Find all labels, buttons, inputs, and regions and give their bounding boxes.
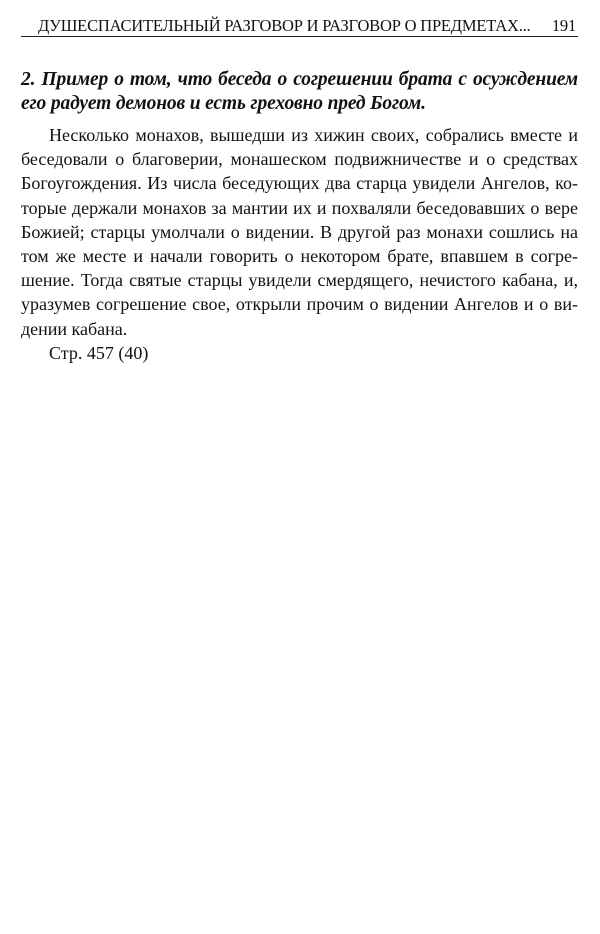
heading-line: его радует демонов и есть греховно пред Богом. [21,93,426,114]
paragraph-line: шение. Тогда святые старцы увидели смердящего, нечистого кабана, и, [21,270,578,291]
paragraph-line: том же месте и начали говорить о некотором брате, впавшем в согре- [21,246,578,267]
running-head [21,14,578,37]
page-number: 191 [551,16,576,35]
running-head-title: ДУШЕСПАСИТЕЛЬНЫЙ РАЗГОВОР И РАЗГОВОР О ПРЕДМЕТАХ... [38,16,531,35]
section-heading [21,68,578,116]
paragraph [21,123,578,341]
paragraph-line: торые держали монахов за мантии их и похваляли беседовавших о вере [21,197,578,218]
paragraph-line: дении кабана. [21,318,128,339]
paragraph-line: беседовали о благоверии, монашеском подвижничестве и о средствах [21,149,578,170]
page-reference: Стр. 457 (40) [49,342,149,363]
reference [21,341,578,365]
heading-line: 2. Пример о том, что беседа о согрешении брата с осуждением [21,69,578,90]
paragraph-line: Несколько монахов, вышедши из хижин своих, собрались вместе и [49,125,578,145]
section-body [21,123,578,365]
paragraph-line: Божией; старцы умолчали о видении. В другой раз монахи сошлись на [21,221,578,242]
paragraph-line: Богоугождения. Из числа беседующих два старца увидели Ангелов, ко- [21,173,578,194]
paragraph-line: уразумев согрешение свое, открыли прочим о видении Ангелов и о ви- [21,294,578,315]
